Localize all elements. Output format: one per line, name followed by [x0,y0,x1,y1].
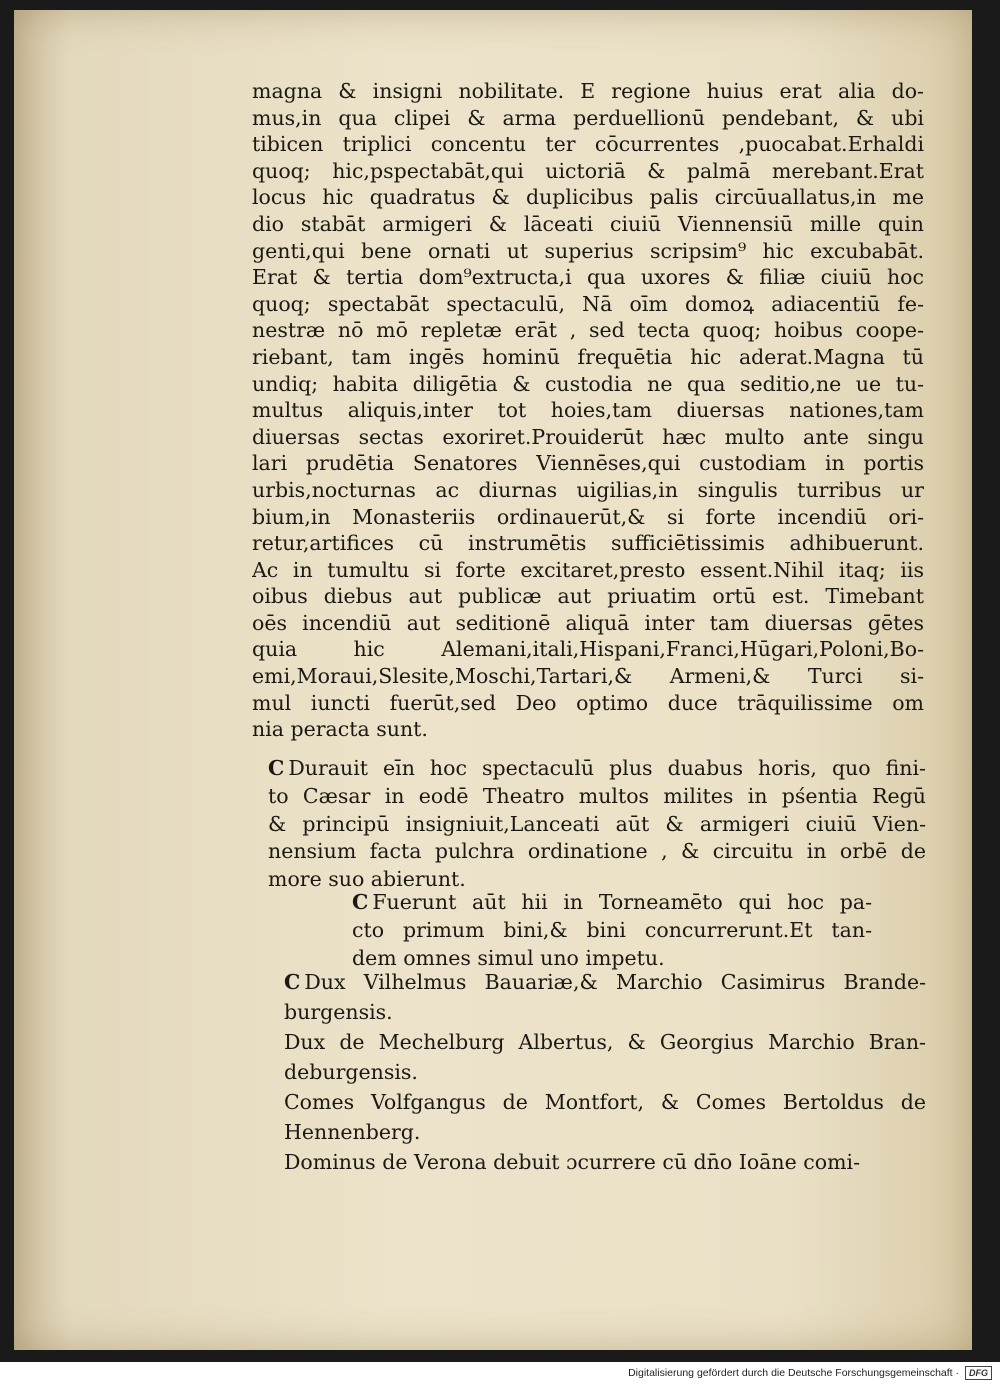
text-line [252,371,924,398]
line-text: Dux de Mechelburg Albertus, & Georgius Marchio Bran- [284,1030,926,1054]
line-text: lari prudētia Senatores Viennēses,qui custodiam in portis [252,451,924,476]
text-line [252,397,924,424]
text-line [252,105,924,132]
text-line [252,184,924,211]
line-text: locus hic quadratus & duplicibus palis circūuallatus,in me [252,185,924,210]
line-text: & principū insigniuit,Lanceati aūt & armigeri ciuiū Vien- [268,811,926,836]
line-text: Dominus de Verona debuit ɔcurrere cū dn̄o Ioāne comi- [284,1150,861,1174]
paragraph-main [252,78,924,743]
line-text: nestræ nō mō repletæ erāt , sed tecta quoq; hoibus coope- [252,318,924,343]
text-line [252,610,924,637]
text-line [284,1087,926,1117]
text-line [284,1027,926,1057]
text-line [268,838,926,866]
text-line [252,557,924,584]
line-text: urbis,nocturnas ac diurnas uigilias,in singulis turribus ur [252,477,924,502]
line-text: oibus diebus aut publicæ aut priuatim ortū est. Timebant [252,584,924,609]
text-line [252,158,924,185]
text-line [252,264,924,291]
line-text: Fuerunt aūt hii in Torneamēto qui hoc pa- [372,890,872,914]
line-text: Hennenberg. [284,1120,421,1144]
paragraph-fuerunt [352,888,872,972]
text-line [252,291,924,318]
line-text: Dux Vilhelmus Bauariæ,& Marchio Casimirus Brande- [304,970,926,994]
line-text: mul iuncti fuerūt,sed Deo optimo duce trāquilissime om [252,690,924,715]
text-line [284,1147,926,1177]
text-line [252,211,924,238]
line-text: mus,in qua clipei & arma perduellionū pendebant, & ubi [252,105,924,130]
text-line [252,344,924,371]
line-text: more suo abierunt. [268,867,466,892]
line-text: magna & insigni nobilitate. E regione huius erat alia do- [252,79,924,103]
list-combatants [284,967,926,1177]
dfg-logo: DFG [965,1366,992,1380]
text-line [252,424,924,451]
line-text: dio stabāt armigeri & lāceati ciuiū Viennensiū mille quin [252,211,924,236]
line-text: diuersas sectas exoriret.Prouiderūt hæc multo ante singu [252,424,924,449]
line-text: Ac in tumultu si forte excitaret,presto essent.Nihil itaq; iis [252,557,924,582]
line-text: quoq; spectabāt spectaculū, Nā oīm domoꝝ adiacentiū fe- [252,291,924,316]
line-text: bium,in Monasteriis ordinauerūt,& si forte incendiū ori- [252,504,924,529]
line-text: oēs incendiū aut seditionē aliquā inter tam diuersas gētes [252,610,924,635]
text-line [252,317,924,344]
line-text: quoq; hic,pspectabāt,qui uictoriā & palmā merebant.Erat [252,158,924,183]
line-text: deburgensis. [284,1060,418,1084]
text-line [252,131,924,158]
text-line [284,1057,926,1087]
paragraph-durauit [268,755,926,894]
line-text: nensium facta pulchra ordinatione , & circuitu in orbē de [268,839,926,864]
line-text: multus aliquis,inter tot hoies,tam diuersas nationes,tam [252,398,924,423]
paragraph-mark-icon: C [352,890,369,914]
funding-note: Digitalisierung gefördert durch die Deutsche Forschungsgemeinschaft · [628,1367,959,1379]
text-line [284,1117,926,1147]
text-line [284,997,926,1027]
line-text: emi,Moraui,Slesite,Moschi,Tartari,& Armeni,& Turci si- [252,664,924,689]
line-text: burgensis. [284,1000,393,1024]
text-line [252,716,924,743]
line-text: dem omnes simul uno impetu. [352,946,665,970]
text-line [268,755,926,783]
line-text: Erat & tertia dom⁹extructa,i qua uxores & filiæ ciuiū hoc [252,265,924,290]
line-text: Durauit eīn hoc spectaculū plus duabus horis, quo fini- [288,756,926,780]
text-line [252,636,924,663]
paragraph-mark-icon: C [268,756,285,780]
text-line [252,450,924,477]
text-line [352,888,872,916]
text-line [252,78,924,105]
paragraph-mark-icon: C [284,970,301,994]
text-line [252,238,924,265]
text-line [252,690,924,717]
text-line [268,811,926,839]
text-line [284,967,926,997]
text-line [352,916,872,944]
text-line [252,477,924,504]
line-text: quia hic Alemani,itali,Hispani,Franci,Hūgari,Poloni,Bo- [252,637,924,662]
line-text: tibicen triplici concentu ter cōcurrentes ,puocabat.Erhaldi [252,132,924,157]
text-line [252,663,924,690]
line-text: to Cæsar in eodē Theatro multos milites in pśentia Regū [268,783,926,808]
line-text: riebant, tam ingēs hominū frequētia hic aderat.Magna tū [252,344,924,369]
line-text: genti,qui bene ornati ut superius scripsim⁹ hic excubabāt. [252,238,924,263]
text-line [268,783,926,811]
line-text: undiq; habita diligētia & custodia ne qua seditio,ne ue tu- [252,371,924,396]
text-line [252,583,924,610]
line-text: nia peracta sunt. [252,717,428,742]
text-line [252,530,924,557]
text-line [252,504,924,531]
line-text: retur,artifices cū instrumētis sufficiētissimis adhibuerunt. [252,531,924,556]
footer [628,1362,992,1384]
line-text: cto primum bini,& bini concurrerunt.Et tan- [352,918,872,942]
line-text: Comes Volfgangus de Montfort, & Comes Bertoldus de [284,1090,926,1114]
